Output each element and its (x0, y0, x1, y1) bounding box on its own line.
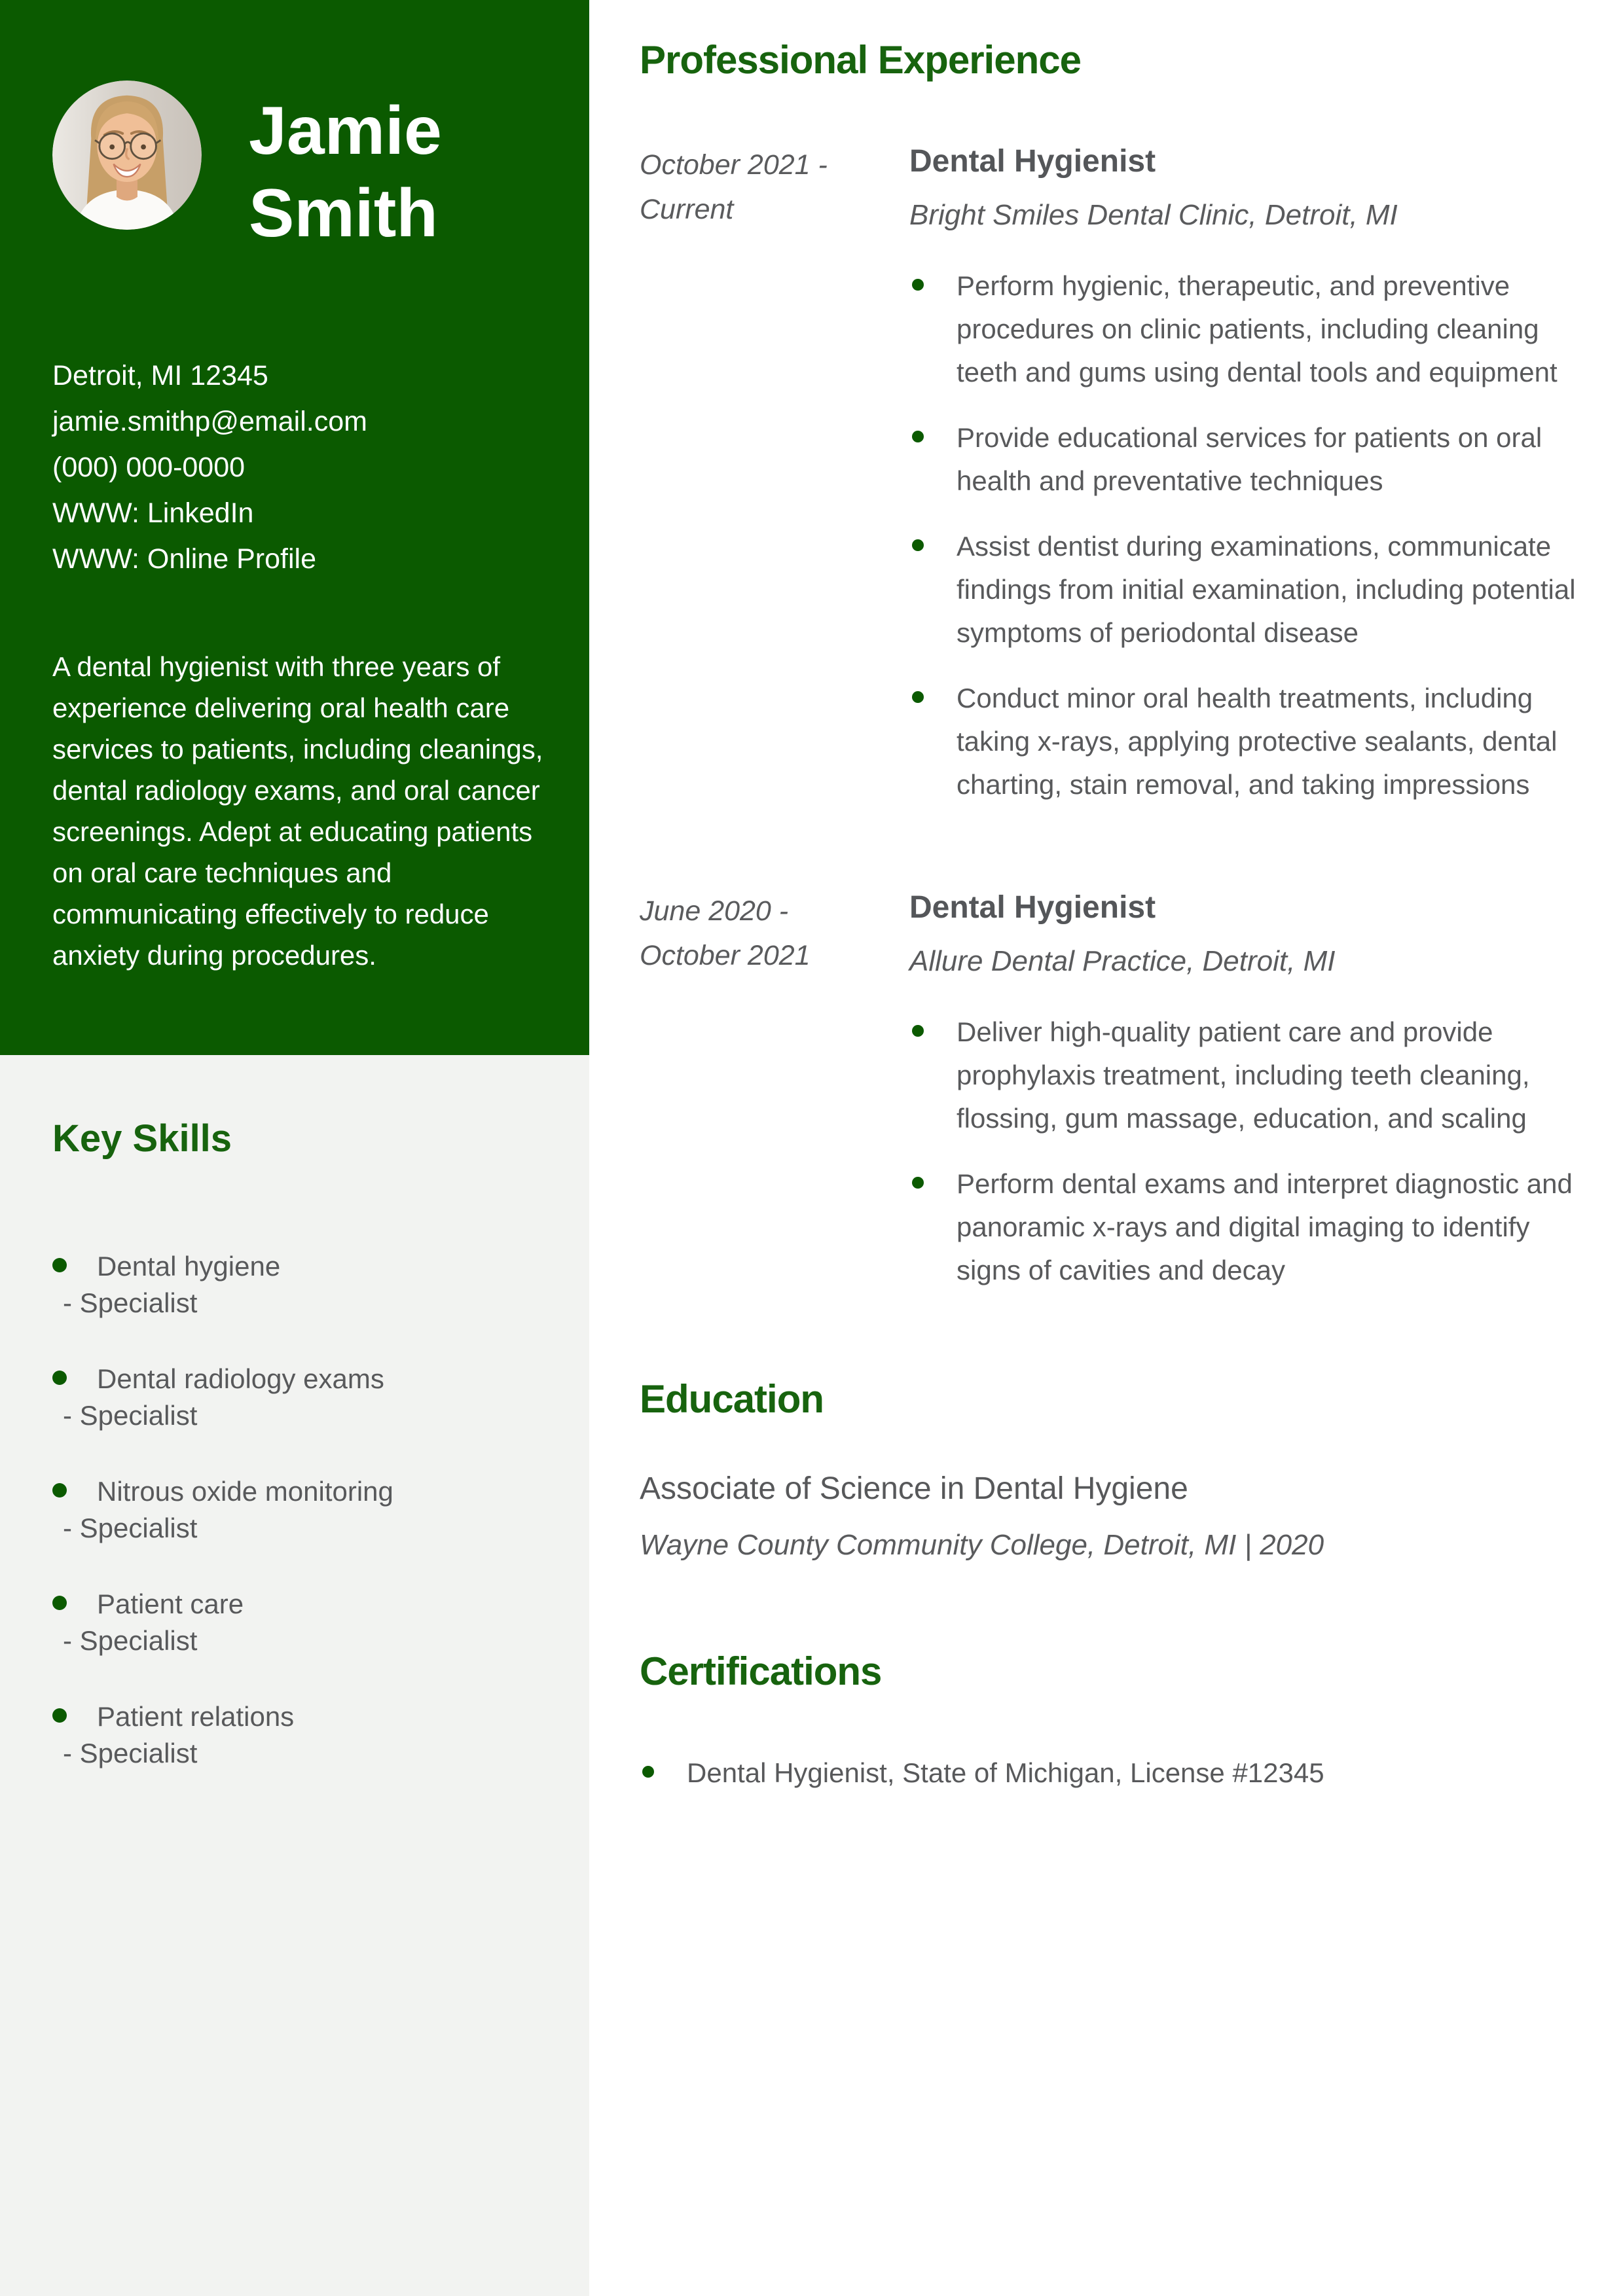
experience-section-title: Professional Experience (640, 38, 1081, 82)
certification-item (640, 1751, 1584, 1795)
contact-phone: (000) 000-0000 (52, 452, 246, 483)
certification-text: Dental Hygienist, State of Michigan, License #12345 (687, 1757, 1324, 1788)
contact-email: jamie.smithp@email.com (52, 406, 367, 437)
contact-linkedin: WWW: LinkedIn (52, 497, 254, 529)
bullet-icon (912, 539, 924, 551)
contact-online-profile: WWW: Online Profile (52, 543, 316, 575)
contact-location: Detroit, MI 12345 (52, 360, 268, 391)
key-skills-title: Key Skills (52, 1117, 232, 1160)
bullet-icon (912, 691, 924, 703)
bullet-text: Conduct minor oral health treatments, including taking x-rays, applying protective sealants, dental charting, stain removal, and taking impressions (957, 683, 1558, 800)
job-details (909, 143, 1584, 829)
contact-list (52, 353, 537, 582)
skill-item (52, 1586, 537, 1659)
job-bullet (909, 1162, 1584, 1292)
woman-with-glasses-photo-icon (52, 81, 202, 230)
skill-item (52, 1473, 537, 1547)
bullet-icon (912, 279, 924, 291)
job-bullet-list (909, 1011, 1584, 1292)
bullet-text: Provide educational services for patients on oral health and preventative techniques (957, 422, 1542, 496)
skill-item (52, 1361, 537, 1434)
bullet-icon (642, 1766, 654, 1778)
bullet-icon (52, 1258, 67, 1272)
job-entry (640, 143, 1584, 829)
skill-name: Dental hygiene (97, 1251, 281, 1282)
main-column (640, 0, 1584, 1817)
certifications-section-title: Certifications (640, 1649, 882, 1693)
profile-photo (52, 81, 202, 230)
skill-name: Nitrous oxide monitoring (97, 1476, 393, 1507)
bullet-icon (912, 1177, 924, 1189)
candidate-name (249, 90, 442, 255)
education-school: Wayne County Community College, Detroit, MI | 2020 (640, 1529, 1324, 1561)
job-bullet (909, 525, 1584, 655)
certifications-list (640, 1751, 1584, 1795)
job-bullet (909, 416, 1584, 503)
education-degree: Associate of Science in Dental Hygiene (640, 1471, 1188, 1506)
bullet-icon (52, 1371, 67, 1385)
skill-name: Patient care (97, 1588, 244, 1619)
bullet-icon (912, 1025, 924, 1037)
job-date-line: Current (640, 194, 734, 225)
sidebar-header-panel (0, 0, 589, 1055)
skill-level: - Specialist (63, 1287, 198, 1318)
skill-level: - Specialist (63, 1513, 198, 1543)
skills-list (52, 1248, 537, 1772)
skill-item (52, 1248, 537, 1321)
skill-name: Dental radiology exams (97, 1363, 384, 1394)
candidate-last-name: Smith (249, 175, 438, 251)
bullet-icon (52, 1483, 67, 1498)
job-entry (640, 889, 1584, 1314)
job-company: Allure Dental Practice, Detroit, MI (909, 945, 1336, 977)
skill-level: - Specialist (63, 1625, 198, 1656)
bullet-text: Assist dentist during examinations, communicate findings from initial examination, including potential symptoms of periodontal disease (957, 531, 1576, 648)
identity-row (52, 81, 537, 255)
bullet-icon (52, 1708, 67, 1723)
job-date-line: October 2021 (640, 940, 811, 971)
job-company: Bright Smiles Dental Clinic, Detroit, MI (909, 199, 1398, 231)
bullet-icon (52, 1596, 67, 1610)
bullet-icon (912, 431, 924, 442)
professional-summary: A dental hygienist with three years of experience delivering oral health care services to patients, including cleanings, dental radiology exams, and oral cancer screenings. Adept at educating patients on oral care techniques and communicating effectively to reduce anxiety during procedures. (52, 651, 543, 971)
skill-name: Patient relations (97, 1701, 295, 1732)
bullet-text: Perform dental exams and interpret diagnostic and panoramic x-rays and digital imaging to identify signs of cavities and decay (957, 1168, 1573, 1285)
job-title: Dental Hygienist (909, 144, 1156, 179)
job-bullet-list (909, 264, 1584, 806)
job-date-line: June 2020 - (640, 895, 789, 927)
candidate-first-name: Jamie (249, 93, 442, 169)
job-bullet (909, 264, 1584, 394)
job-bullet (909, 1011, 1584, 1140)
job-dates (640, 889, 909, 1314)
job-dates (640, 143, 909, 829)
skill-item (52, 1698, 537, 1772)
education-section-title: Education (640, 1377, 824, 1421)
sidebar (0, 0, 589, 2296)
job-bullet (909, 677, 1584, 806)
skill-level: - Specialist (63, 1400, 198, 1431)
job-date-line: October 2021 - (640, 149, 828, 181)
skill-level: - Specialist (63, 1738, 198, 1768)
bullet-text: Perform hygienic, therapeutic, and preventive procedures on clinic patients, including cleaning teeth and gums using dental tools and equipment (957, 270, 1558, 387)
bullet-text: Deliver high-quality patient care and provide prophylaxis treatment, including teeth cleaning, flossing, gum massage, education, and scaling (957, 1016, 1530, 1134)
job-details (909, 889, 1584, 1314)
job-title: Dental Hygienist (909, 890, 1156, 925)
key-skills-section (0, 1055, 589, 1772)
